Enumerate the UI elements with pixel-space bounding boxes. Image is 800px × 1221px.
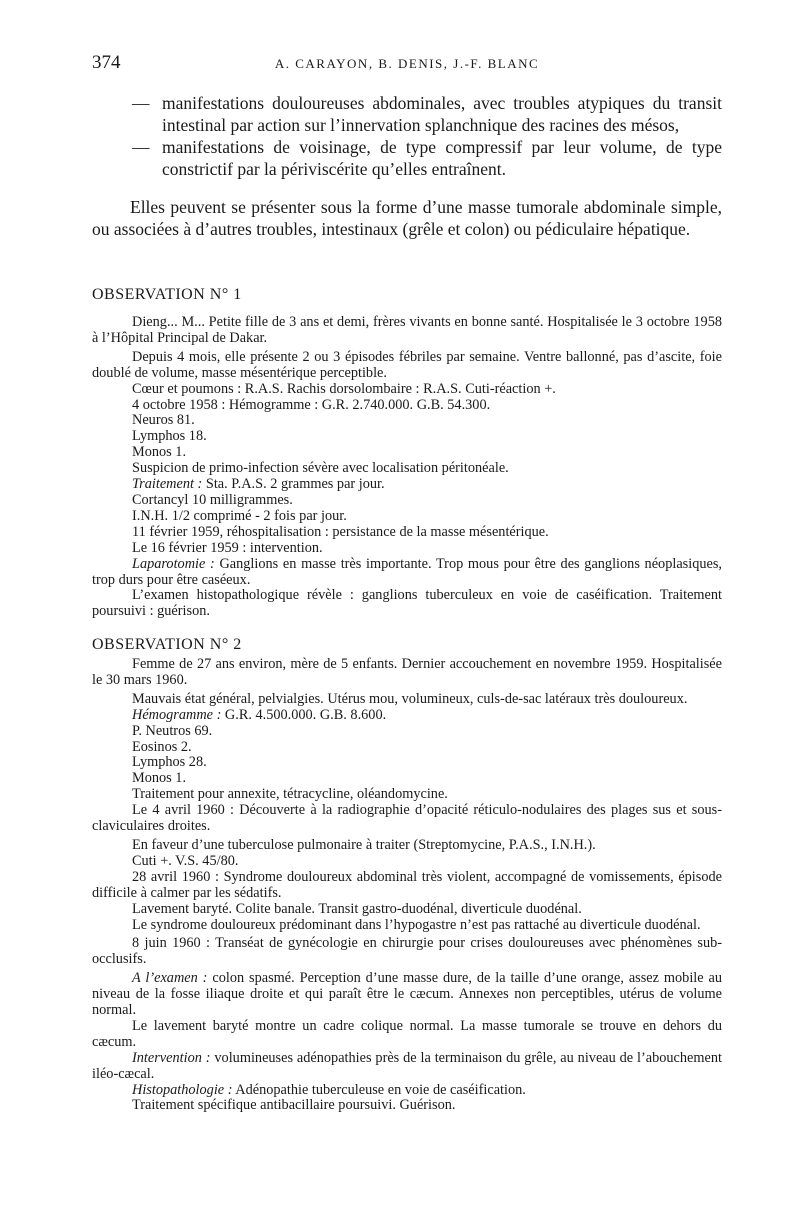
obs2-paragraph: Le 4 avril 1960 : Découverte à la radiographie d’opacité réticulo-nodulaires des plages sus et sous-claviculaires droites. [92,802,722,835]
obs1-line: Suspicion de primo-infection sévère avec localisation péritonéale. [132,460,509,477]
obs1-line [92,477,722,493]
obs2-label: Intervention : [132,1049,211,1066]
obs2-paragraph: 8 juin 1960 : Transéat de gynécologie en chirurgie pour crises douloureuses avec phénomènes sub-occlusifs. [92,935,722,968]
obs1-line: Cortancyl 10 milligrammes. [132,491,293,508]
page-number: 374 [92,52,121,73]
obs2-paragraph: 28 avril 1960 : Syndrome douloureux abdominal très violent, accompagné de vomissements, épisode difficile à calmer par les sédatifs. [92,868,722,901]
page-header [92,52,722,78]
obs2-line: Cuti +. V.S. 45/80. [132,852,239,869]
obs2-line: Traitement spécifique antibacillaire poursuivi. Guérison. [132,1097,456,1114]
obs2-label: A l’examen : [132,970,208,987]
obs1-paragraph: Dieng... M... Petite fille de 3 ans et demi, frères vivants en bonne santé. Hospitalisée le 3 octobre 1958 à l’Hôpital Principal de Dakar. [92,314,722,346]
obs2-label: Hémogramme : [132,706,222,723]
obs2-line: P. Neutros 69. [132,722,213,739]
obs2-text: colon spasmé. Perception d’une masse dure, de la taille d’une orange, assez mobile au niveau de la fosse iliaque droite et qui paraît être le cæcum. Annexes non perceptibles, utérus de volume normal. [92,970,723,1019]
dash-marker: — [132,137,150,157]
obs2-paragraph [92,971,722,1019]
bullet-item [92,92,722,136]
obs2-text: volumineuses adénopathies près de la terminaison du grêle, au niveau de l’abouchement iléo-cæcal. [92,1049,722,1082]
obs1-paragraph: L’examen histopathologique révèle : ganglions tuberculeux en voie de caséification. Traitement poursuivi : guérison. [92,587,722,620]
obs2-line [92,1083,722,1099]
bullet-item [92,136,722,180]
obs1-text: Sta. P.A.S. 2 grammes par jour. [205,476,385,493]
observation-2-body [92,657,722,1114]
obs2-line: Monos 1. [132,770,187,787]
obs1-paragraph [92,557,722,589]
obs1-line: Monos 1. [132,444,187,461]
obs1-line: Le 16 février 1959 : intervention. [132,539,323,556]
obs2-line: Eosinos 2. [132,738,192,755]
obs1-text: Ganglions en masse très importante. Trop mous pour être des ganglions néoplasiques, trop durs pour être caséeux. [92,555,722,588]
obs2-text: Adénopathie tuberculeuse en voie de caséification. [235,1081,526,1098]
running-title: A. CARAYON, B. DENIS, J.-F. BLANC [274,56,540,71]
obs2-paragraph: Le syndrome douloureux prédominant dans l’hypogastre n’est pas rattaché au diverticule duodénal. [132,916,701,933]
obs2-paragraph: Femme de 27 ans environ, mère de 5 enfants. Dernier accouchement en novembre 1959. Hospitalisée le 30 mars 1960. [92,656,722,688]
observation-1-heading: OBSERVATION N° 1 [92,286,242,303]
obs2-line [92,708,722,724]
intro-paragraph: Elles peuvent se présenter sous la forme d’une masse tumorale abdominale simple, ou associées à d’autres troubles, intestinaux (grêle et colon) ou pédiculaire hépatique. [92,197,722,239]
obs1-line: I.N.H. 1/2 comprimé - 2 fois par jour. [132,507,347,524]
obs2-paragraph: Le lavement baryté montre un cadre colique normal. La masse tumorale se trouve en dehors du cæcum. [92,1017,722,1050]
obs2-line: Lymphos 28. [132,754,207,771]
observation-1-body [92,315,722,620]
obs2-paragraph: En faveur d’une tuberculose pulmonaire à traiter (Streptomycine, P.A.S., I.N.H.). [132,836,596,853]
obs1-label: Laparotomie : [132,555,215,572]
obs2-label: Histopathologie : [132,1081,233,1098]
obs2-line: Lavement baryté. Colite banale. Transit gastro-duodénal, diverticule duodénal. [132,900,582,917]
obs1-line: 4 octobre 1958 : Hémogramme : G.R. 2.740.000. G.B. 54.300. [132,396,491,413]
obs1-line: Cœur et poumons : R.A.S. Rachis dorsolombaire : R.A.S. Cuti-réaction +. [132,380,556,397]
obs2-line: Traitement pour annexite, tétracycline, oléandomycine. [132,786,448,803]
obs1-line: Neuros 81. [132,412,195,429]
bullet-text: manifestations douloureuses abdominales, avec troubles atypiques du transit intestinal par action sur l’innervation splanchnique des racines des mésos, [162,93,722,135]
obs1-label: Traitement : [132,476,203,493]
intro-section [92,92,722,258]
bullet-text: manifestations de voisinage, de type compressif par leur volume, de type constrictif par la périviscérite qu’elles entraînent. [162,137,722,179]
obs1-line: Lymphos 18. [132,428,207,445]
obs2-paragraph: Mauvais état général, pelvialgies. Utérus mou, volumineux, culs-de-sac latéraux très douloureux. [132,690,688,707]
observation-2-heading: OBSERVATION N° 2 [92,636,242,653]
obs2-text: G.R. 4.500.000. G.B. 8.600. [224,706,387,723]
dash-marker: — [132,93,150,113]
obs2-paragraph [92,1051,722,1083]
obs1-paragraph: Depuis 4 mois, elle présente 2 ou 3 épisodes fébriles par semaine. Ventre ballonné, pas d’ascite, foie doublé de volume, masse mésentérique perceptible. [92,348,722,381]
obs1-line: 11 février 1959, réhospitalisation : persistance de la masse mésentérique. [132,523,549,540]
